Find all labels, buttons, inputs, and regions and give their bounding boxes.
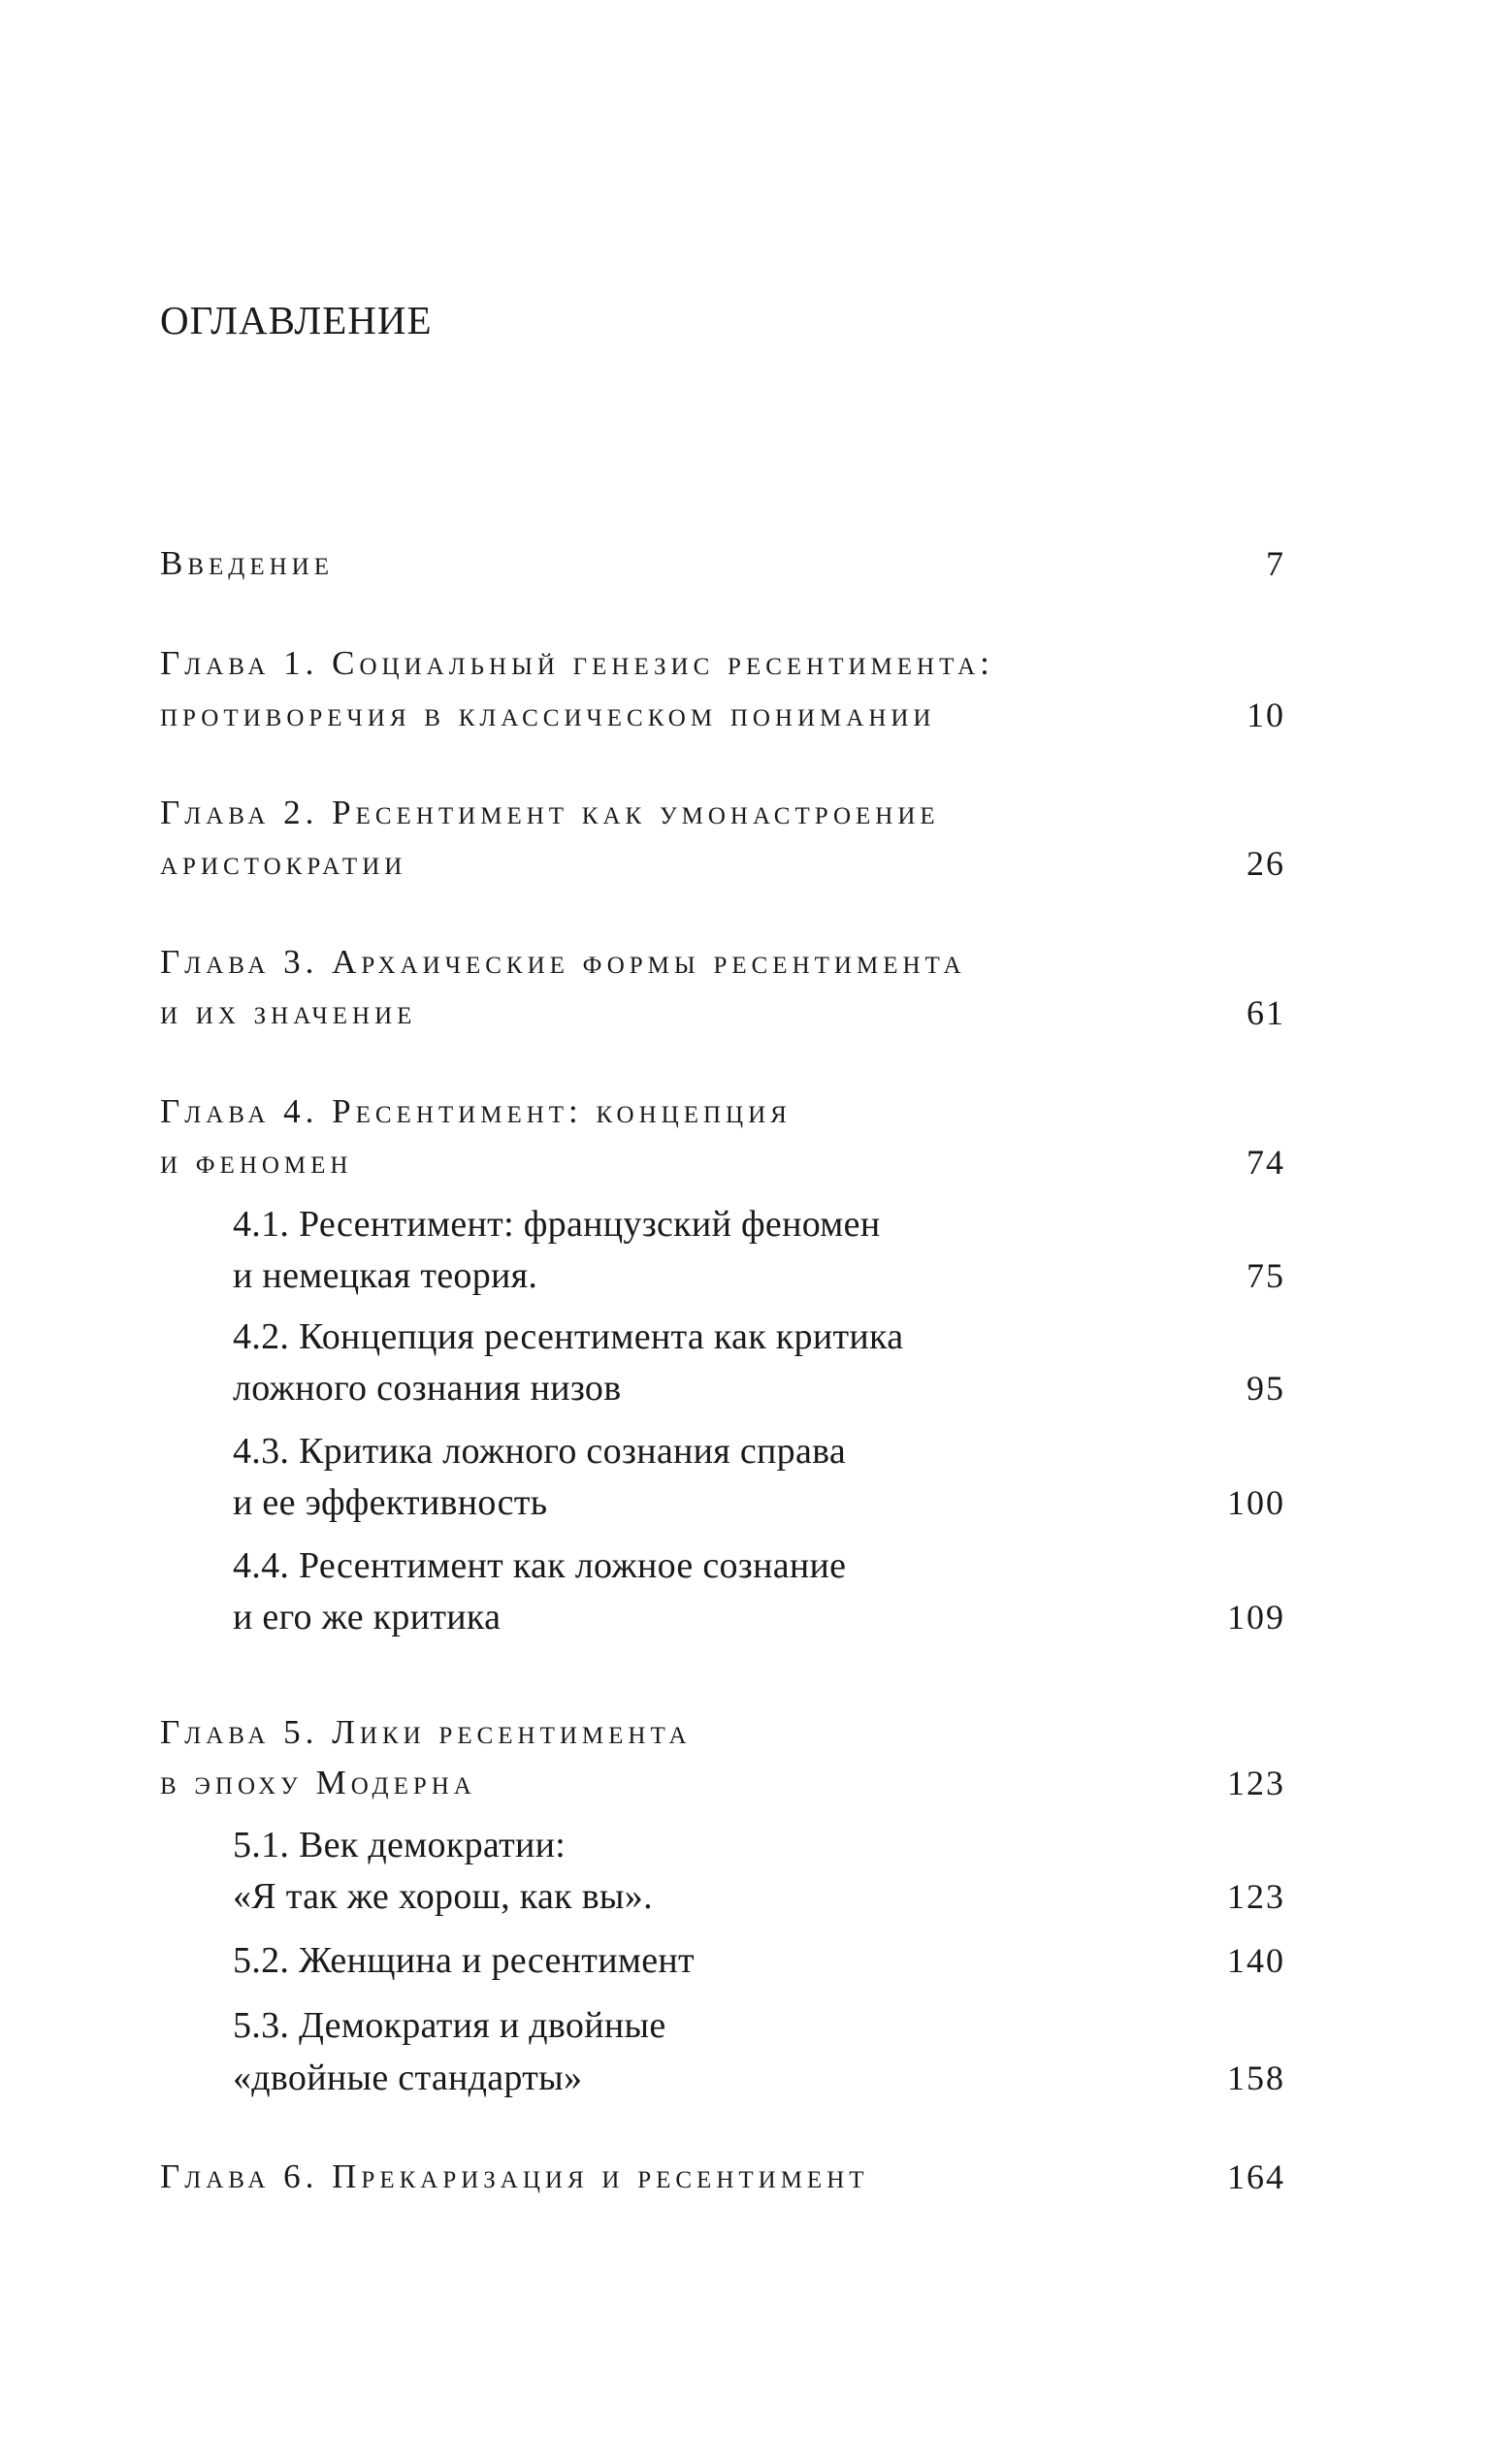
toc-entry-text: 5.1. Век демократии:: [233, 1825, 567, 1865]
toc-page-number: 109: [1227, 1598, 1285, 1637]
toc-entry-text: Глава 4. Ресентимент: концепция: [160, 1092, 792, 1130]
toc-entry-text: 4.1. Ресентимент: французский феномен: [233, 1204, 881, 1245]
toc-entry-text: аристократии: [160, 844, 407, 882]
toc-entry-text: Глава 6. Прекаризация и ресентимент: [160, 2157, 869, 2195]
toc-entry-text: и феномен: [160, 1143, 353, 1181]
toc-entry-line: [160, 2152, 1285, 2202]
toc-entry-line: [233, 1199, 1285, 1249]
toc-entry-text: «Я так же хорош, как вы».: [233, 1876, 653, 1917]
toc-entry-line: [160, 638, 1285, 689]
toc-entry-text: 5.3. Демократия и двойные: [233, 2005, 666, 2046]
toc-entry-text: в эпоху Модерна: [160, 1764, 476, 1801]
toc-entry-text: и его же критика: [233, 1597, 502, 1637]
toc-entry-line: [233, 1935, 1285, 1986]
toc-entry-line: [160, 988, 1285, 1038]
toc-page-number: 158: [1227, 2059, 1285, 2097]
toc-entry-line: [233, 1363, 1285, 1413]
toc-entry-line: [233, 1592, 1285, 1642]
toc-entry-text: Глава 2. Ресентимент как умонастроение: [160, 794, 940, 831]
toc-entry-line: [160, 1707, 1285, 1758]
toc-page-number: 74: [1247, 1143, 1285, 1182]
toc-page-number: 123: [1227, 1764, 1285, 1802]
toc-entry-text: 4.4. Ресентимент как ложное сознание: [233, 1545, 847, 1586]
toc-entry-text: 4.3. Критика ложного сознания справа: [233, 1431, 847, 1472]
toc-page-number: 140: [1227, 1941, 1285, 1980]
toc-entry-line: [160, 1758, 1285, 1808]
toc-page-number: 61: [1247, 993, 1285, 1032]
toc-entry-line: [160, 538, 1285, 589]
toc-title: ОГЛАВЛЕНИЕ: [160, 298, 433, 342]
toc-entry-line: [160, 1137, 1285, 1187]
toc-entry-line: [233, 1820, 1285, 1870]
toc-entry-line: [233, 1312, 1285, 1362]
toc-page-number: 95: [1247, 1369, 1285, 1408]
toc-page-number: 26: [1247, 844, 1285, 883]
toc-entry-line: [233, 1250, 1285, 1301]
toc-entry-line: [160, 788, 1285, 838]
toc-entry-text: «двойные стандарты»: [233, 2058, 583, 2098]
toc-entry-text: Глава 3. Архаические формы ресентимента: [160, 943, 966, 981]
toc-entry-text: 4.2. Концепция ресентимента как критика: [233, 1316, 904, 1357]
toc-entry-line: [233, 1426, 1285, 1476]
toc-entry-line: [233, 1871, 1285, 1922]
toc-page-number: 7: [1266, 544, 1285, 583]
toc-entry-text: и их значение: [160, 993, 417, 1031]
toc-entry-line: [233, 1540, 1285, 1591]
toc-entry-line: [160, 838, 1285, 889]
toc-entry-text: Глава 5. Лики ресентимента: [160, 1713, 692, 1751]
toc-page-number: 100: [1227, 1483, 1285, 1522]
toc-entry-line: [160, 937, 1285, 988]
toc-entry-line: [233, 1477, 1285, 1528]
toc-entry-text: и немецкая теория.: [233, 1255, 538, 1296]
toc-page-number: 10: [1247, 696, 1285, 734]
toc-entry-text: и ее эффективность: [233, 1482, 548, 1523]
toc-entry-line: [160, 690, 1285, 740]
toc-entry-text: Глава 1. Социальный генезис ресентимента:: [160, 644, 994, 682]
toc-entry-line: [233, 2000, 1285, 2051]
toc-entry-text: ложного сознания низов: [233, 1368, 622, 1409]
toc-entry-text: Введение: [160, 544, 334, 582]
toc-entry-line: [160, 1086, 1285, 1137]
toc-page-number: 75: [1247, 1256, 1285, 1295]
toc-entry-text: 5.2. Женщина и ресентимент: [233, 1940, 695, 1981]
toc-page-number: 164: [1227, 2157, 1285, 2196]
toc-entry-line: [233, 2053, 1285, 2103]
toc-entry-text: противоречия в классическом понимании: [160, 696, 936, 733]
toc-page-number: 123: [1227, 1877, 1285, 1916]
